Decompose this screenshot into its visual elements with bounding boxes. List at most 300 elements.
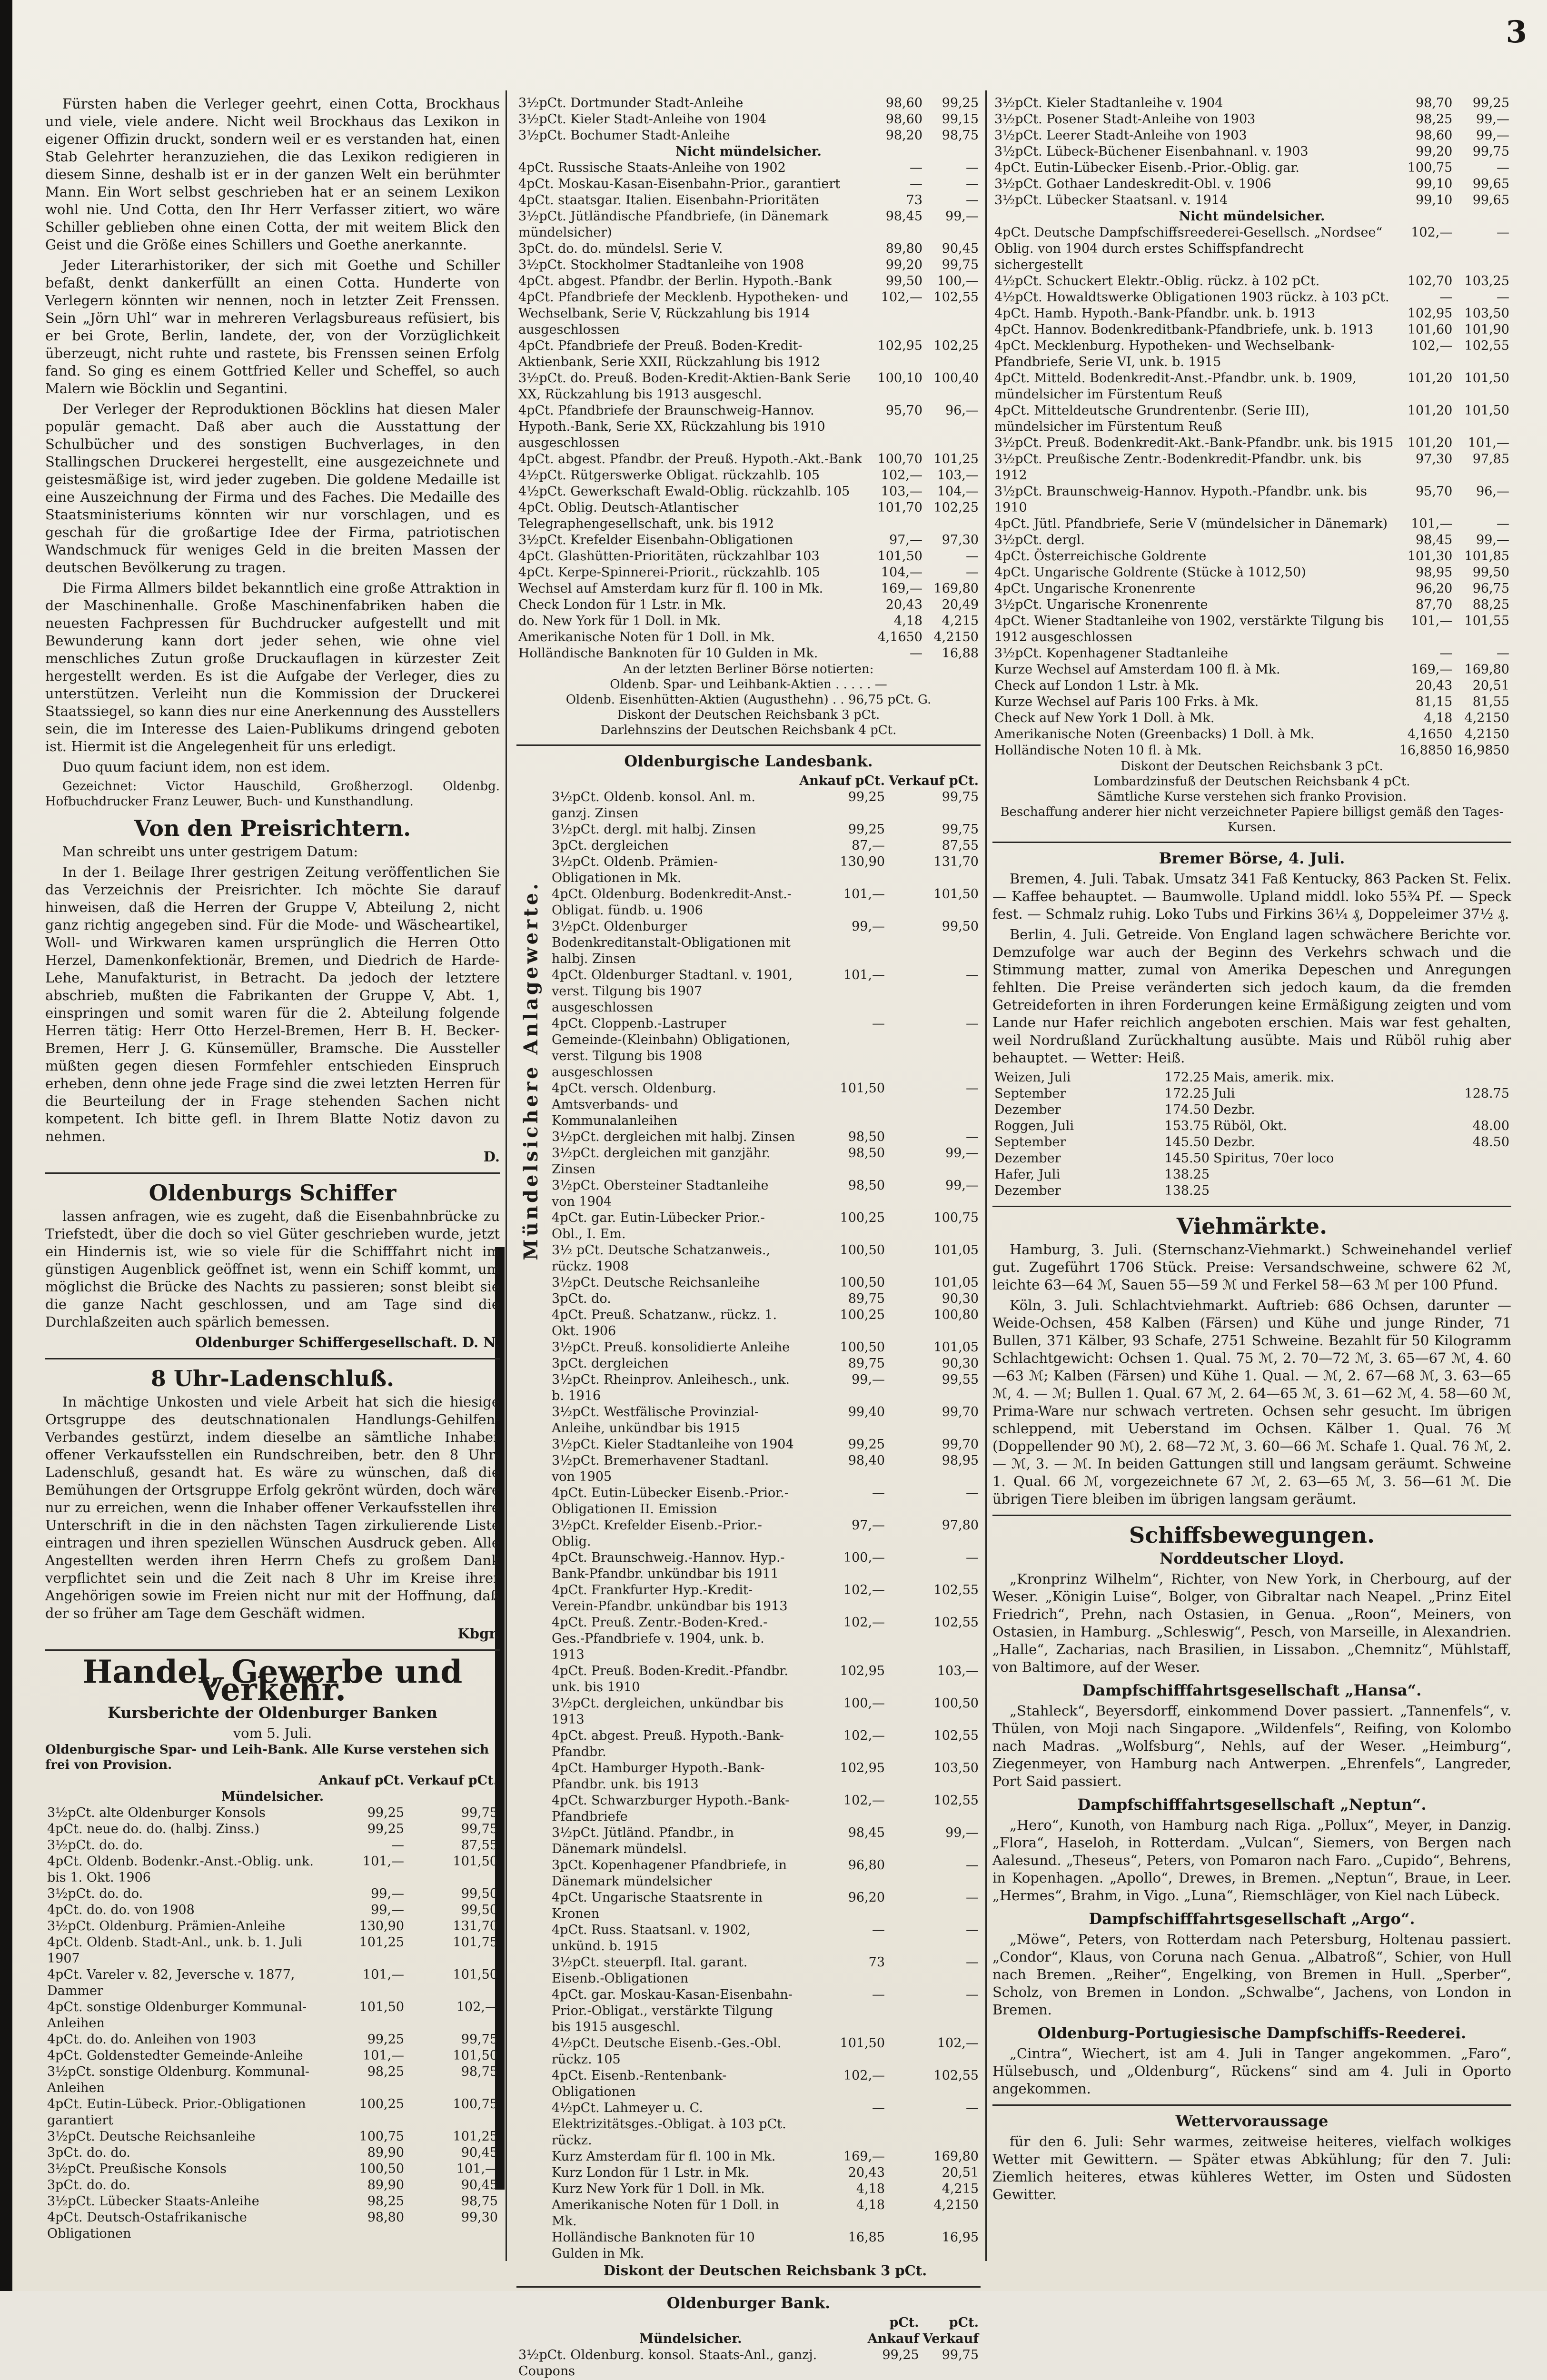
rate-row xyxy=(992,128,1511,144)
divider xyxy=(516,2286,981,2288)
rate-ankauf: — xyxy=(872,1923,885,1937)
rate-name: 3½pCt. dergl. mit halbj. Zinsen xyxy=(552,822,756,837)
rate-row xyxy=(550,1760,981,1793)
note-line: Diskont der Deutschen Reichsbank 3 pCt. xyxy=(617,708,880,722)
rate-name: 3½pCt. Bremerhavener Stadtanl. von 1905 xyxy=(552,1453,769,1484)
rate-row xyxy=(516,548,981,565)
rate-ankauf: 98,25 xyxy=(367,2194,405,2209)
rate-name: 3½pCt. Gothaer Landeskredit-Obl. v. 1906 xyxy=(994,177,1271,191)
rate-name: 4pCt. Ungarische Kronenrente xyxy=(994,581,1196,596)
rate-ankauf: 102,70 xyxy=(1407,274,1453,288)
rate-name: 4pCt. Hamb. Hypoth.-Bank-Pfandbr. unk. b. 1913 xyxy=(994,306,1316,321)
rate-name: 4pCt. sonstige Oldenburger Kommunal-Anleihen xyxy=(47,2000,307,2031)
rate-ankauf: 99,20 xyxy=(885,258,922,272)
rate-verkauf: — xyxy=(966,177,979,191)
rate-verkauf: 169,80 xyxy=(1464,662,1509,677)
rate-row xyxy=(992,111,1511,128)
rate-ankauf: 99,— xyxy=(852,1372,885,1387)
price-label: Weizen, Juli xyxy=(994,1070,1071,1085)
col-head-ankauf: pCt. xyxy=(889,2315,919,2330)
rate-name: 4pCt. Mitteldeutsche Grundrentenbr. (Serie III), mündelsicher im Fürstentum Reuß xyxy=(994,403,1309,434)
rate-row xyxy=(45,2177,500,2193)
rate-name: 3½pCt. Kieler Stadtanleihe von 1904 xyxy=(552,1437,794,1452)
rates-table xyxy=(516,2315,981,2380)
rate-verkauf: 100,80 xyxy=(933,1308,979,1322)
column-2 xyxy=(516,95,981,2380)
rate-row xyxy=(550,2100,981,2149)
rate-row xyxy=(550,822,981,838)
rate-ankauf: 101,50 xyxy=(840,1081,885,1096)
rate-verkauf: 101,85 xyxy=(1464,549,1509,564)
rate-row xyxy=(550,1825,981,1857)
rate-row xyxy=(45,1837,500,1854)
rate-name: 4pCt. Kerpe-Spinnerei-Priorit., rückzahlb. 105 xyxy=(518,565,820,580)
rate-name: 4pCt. gar. Moskau-Kasan-Eisenbahn-Prior.-Obligat., verstärkte Tilgung bis 1915 ausgeschl. xyxy=(552,1987,793,2034)
rate-ankauf: 101,— xyxy=(1411,614,1453,628)
preisrichter-signature: D. xyxy=(483,1149,500,1165)
rate-ankauf: 103,— xyxy=(881,484,922,499)
rate-verkauf: 99,75 xyxy=(461,1822,498,1836)
preisrichter-heading: Von den Preisrichtern. xyxy=(134,815,411,841)
rate-verkauf: 99,75 xyxy=(461,1805,498,1820)
note-line: Oldenb. Spar- und Leihbank-Aktien . . . . . — xyxy=(610,677,887,692)
rate-ankauf: 101,— xyxy=(1411,516,1453,531)
rate-verkauf: 101,05 xyxy=(933,1275,979,1290)
rate-ankauf: 102,95 xyxy=(840,1761,885,1775)
rate-ankauf: 101,20 xyxy=(1407,371,1453,386)
rate-name: 4½pCt. Rütgerswerke Obligat. rückzahlb. 105 xyxy=(518,468,820,483)
rate-row xyxy=(516,111,981,128)
rate-verkauf: 4,215 xyxy=(942,2182,979,2196)
rate-row xyxy=(550,1356,981,1372)
article-signature: Gezeichnet: Victor Hauschild, Großherzogl. Oldenbg. Hofbuchdrucker Franz Leuwer, Buch- und Kunsthandlung. xyxy=(45,779,500,809)
rate-ankauf: 99,50 xyxy=(885,274,922,288)
price-value: 138.25 xyxy=(1164,1183,1210,1198)
rate-row xyxy=(550,2068,981,2100)
rate-name: 4½pCt. Gewerkschaft Ewald-Oblig. rückzahlb. 105 xyxy=(518,484,850,499)
rate-ankauf: 98,70 xyxy=(1416,96,1453,110)
rate-ankauf: 96,20 xyxy=(1416,581,1453,596)
rate-row xyxy=(516,338,981,370)
rate-row xyxy=(45,2145,500,2161)
rate-name: 3½pCt. Lübeck-Büchener Eisenbahnanl. v. 1903 xyxy=(994,144,1309,159)
portug-heading: Oldenburg-Portugiesische Dampfschiffs-Reederei. xyxy=(1037,2024,1467,2042)
col-head-verkauf: Verkauf pCt. xyxy=(408,1773,498,1788)
rate-row xyxy=(550,1291,981,1307)
side-label: Mündelsichere Anlagewerte. xyxy=(520,881,542,1260)
rate-ankauf: 99,40 xyxy=(848,1405,885,1419)
rate-row xyxy=(550,838,981,854)
column-3 xyxy=(992,95,1511,2206)
col-head-verkauf: Verkauf pCt. xyxy=(889,774,979,788)
rate-name: 3pCt. dergleichen xyxy=(552,1356,669,1371)
rate-ankauf: 101,60 xyxy=(1407,322,1453,337)
handel-heading: Handel, Gewerbe und Verkehr. xyxy=(82,1653,463,1708)
ladenschluss-signature: Kbgr. xyxy=(457,1626,500,1642)
rate-name: 3½pCt. Lübecker Staatsanl. v. 1914 xyxy=(994,193,1228,208)
column-rule xyxy=(985,90,987,2261)
rate-ankauf: 102,— xyxy=(1411,338,1453,353)
divider xyxy=(45,1172,500,1174)
col-head-ankauf: Ankauf pCt. xyxy=(318,1773,405,1788)
rate-row xyxy=(45,2048,500,2064)
rate-row xyxy=(550,1922,981,1954)
note-line: Sämtliche Kurse verstehen sich franko Provision. xyxy=(1097,790,1407,804)
rate-row xyxy=(516,160,981,176)
kursberichte-heading: Kursberichte der Oldenburger Banken xyxy=(108,1704,437,1722)
price-label: Hafer, Juli xyxy=(994,1167,1061,1182)
rate-verkauf: 99,75 xyxy=(461,2032,498,2047)
rate-name: 3½pCt. Westfälische Provinzial-Anleihe, unkündbar bis 1915 xyxy=(552,1405,759,1436)
rate-name: 4pCt. Deutsch-Ostafrikanische Obligationen xyxy=(47,2210,247,2241)
price-value xyxy=(1455,1102,1511,1118)
rate-name: 3½pCt. Lübecker Staats-Anleihe xyxy=(47,2194,259,2209)
rate-ankauf: 4,18 xyxy=(893,614,922,628)
rate-row xyxy=(45,2161,500,2177)
rate-name: 3pCt. Kopenhagener Pfandbriefe, in Dänemark mündelsicher xyxy=(552,1858,787,1889)
rate-name: Kurz New York für 1 Doll. in Mk. xyxy=(552,2182,765,2196)
rate-row xyxy=(516,2347,981,2380)
rate-name: Check auf London 1 Lstr. à Mk. xyxy=(994,678,1200,693)
rate-row xyxy=(992,273,1511,289)
rate-ankauf: 99,25 xyxy=(848,790,885,804)
rate-ankauf: 104,— xyxy=(881,565,922,580)
rate-name: 4pCt. Frankfurter Hyp.-Kredit-Verein-Pfandbr. unkündbar bis 1913 xyxy=(552,1583,788,1614)
boerse-body xyxy=(992,870,1511,1067)
rate-ankauf: 4,18 xyxy=(856,2198,885,2212)
rate-ankauf: 73 xyxy=(868,1955,885,1970)
rate-ankauf: 99,10 xyxy=(1416,193,1453,208)
rate-ankauf: 101,20 xyxy=(1407,436,1453,450)
rate-row xyxy=(516,645,981,662)
rate-name: 3pCt. do. do. mündelsl. Serie V. xyxy=(518,241,723,256)
rate-ankauf: 89,80 xyxy=(885,241,922,256)
price-row xyxy=(992,1118,1511,1134)
rate-verkauf: 90,45 xyxy=(461,2178,498,2192)
rate-verkauf: 100,— xyxy=(937,274,979,288)
rate-row xyxy=(45,1886,500,1902)
rate-ankauf: 100,50 xyxy=(840,1340,885,1355)
rate-row xyxy=(550,1339,981,1356)
rate-name: 3½pCt. Leerer Stadt-Anleihe von 1903 xyxy=(994,128,1247,143)
rate-verkauf: 101,05 xyxy=(933,1340,979,1355)
rate-name: 3½pCt. Posener Stadt-Anleihe von 1903 xyxy=(994,112,1256,127)
rate-ankauf: 98,45 xyxy=(848,1825,885,1840)
rate-row xyxy=(45,2064,500,2096)
rate-verkauf: 96,— xyxy=(1476,484,1509,499)
rate-ankauf: 101,— xyxy=(362,1854,405,1869)
rate-row xyxy=(516,532,981,548)
rate-name: 3½pCt. Rheinprov. Anleihesch., unk. b. 1916 xyxy=(552,1372,790,1403)
price-label xyxy=(1211,1183,1455,1199)
rate-ankauf: 102,— xyxy=(843,1793,885,1808)
rate-ankauf: — xyxy=(872,1016,885,1031)
rate-name: 3½pCt. Krefelder Eisenb.-Prior.-Oblig. xyxy=(552,1518,762,1549)
rate-verkauf: 81,55 xyxy=(1472,694,1509,709)
rate-name: 4pCt. Goldenstedter Gemeinde-Anleihe xyxy=(47,2048,303,2063)
rate-verkauf: 100,50 xyxy=(933,1696,979,1711)
rate-name: 4pCt. Hannov. Bodenkreditbank-Pfandbriefe, unk. b. 1913 xyxy=(994,322,1373,337)
rate-name: 4pCt. versch. Oldenburg. Amtsverbands- und Kommunalanleihen xyxy=(552,1081,716,1128)
rate-verkauf: 4,2150 xyxy=(1464,711,1509,725)
rate-ankauf: 100,75 xyxy=(359,2129,405,2144)
rate-ankauf: 20,43 xyxy=(848,2165,885,2180)
rate-name: 4pCt. Oblig. Deutsch-Atlantischer Telegraphengesellschaft, unk. bis 1912 xyxy=(518,500,774,531)
article-continuation xyxy=(45,95,500,776)
rate-verkauf: 169,80 xyxy=(933,581,979,596)
rate-verkauf: 131,70 xyxy=(453,1919,498,1934)
rate-verkauf: 16,9850 xyxy=(1456,743,1509,758)
rate-name: 3½pCt. dergleichen mit ganzjähr. Zinsen xyxy=(552,1146,771,1177)
rate-ankauf: 98,20 xyxy=(885,128,922,143)
rate-name: 3½pCt. do. do. xyxy=(47,1838,143,1853)
rate-ankauf: 102,— xyxy=(1411,225,1453,240)
rate-verkauf: 101,90 xyxy=(1464,322,1509,337)
rate-ankauf: 100,75 xyxy=(1407,160,1453,175)
rate-verkauf: 102,— xyxy=(456,2000,498,2014)
rate-ankauf: 102,— xyxy=(843,1728,885,1743)
vieh-body xyxy=(992,1241,1511,1508)
rate-ankauf: 169,— xyxy=(843,2149,885,2164)
rate-row xyxy=(550,967,981,1016)
rate-name: 4pCt. Pfandbriefe der Braunschweig-Hannov. Hypoth.-Bank, Serie XX, Rückzahlung bis 1910 ausgeschlossen xyxy=(518,403,825,450)
rate-name: 3½pCt. Krefelder Eisenbahn-Obligationen xyxy=(518,533,793,547)
rate-ankauf: 101,— xyxy=(843,887,885,902)
rate-row xyxy=(550,1550,981,1582)
rate-row xyxy=(45,2129,500,2145)
rate-row xyxy=(992,160,1511,176)
paragraph: Berlin, 4. Juli. Getreide. Von England lagen schwächere Berichte vor. Demzufolge war auch der Beginn des Verkehrs schwach und die Stimmung matter, zumal von Amerika Depeschen und Anregungen fehlten. Die Preise veränderten sich jedoch kaum, da die fremden Getreideforten in ihren Forderungen keine Ermäßigung zeigten und vom Lande nur Hafer reichlich angeboten erschien. Mais war fest gehalten, weil Nordrußland Zurückhaltung ausübte. Mais und Rüböl ruhig aber behauptet. — Wetter: Heiß. xyxy=(992,926,1511,1066)
rate-verkauf: 98,75 xyxy=(942,128,979,143)
rate-verkauf: 101,50 xyxy=(453,2048,498,2063)
rate-ankauf: — xyxy=(910,177,922,191)
rate-row xyxy=(550,2197,981,2230)
rate-verkauf: 99,50 xyxy=(1472,565,1509,580)
col-head-ankauf: Ankauf pCt. xyxy=(799,774,885,788)
rate-verkauf: 98,75 xyxy=(461,2194,498,2209)
rate-name: 4pCt. Oldenb. Bodenkr.-Anst.-Oblig. unk. bis 1. Okt. 1906 xyxy=(47,1854,314,1885)
rate-verkauf: 102,55 xyxy=(933,1728,979,1743)
rate-row xyxy=(45,1967,500,1999)
rate-verkauf: 99,70 xyxy=(942,1405,979,1419)
rate-verkauf: 20,51 xyxy=(942,2165,979,2180)
rate-row xyxy=(550,919,981,967)
divider xyxy=(992,1515,1511,1516)
argo-heading: Dampfschifffahrtsgesellschaft „Argo“. xyxy=(1089,1910,1415,1928)
rate-verkauf: — xyxy=(1497,160,1509,175)
rate-row xyxy=(550,2165,981,2181)
rate-ankauf: — xyxy=(391,1838,405,1853)
rate-name: 3½pCt. dergleichen, unkündbar bis 1913 xyxy=(552,1696,783,1727)
rate-name: Kurze Wechsel auf Amsterdam 100 fl. à Mk. xyxy=(994,662,1280,677)
rate-row xyxy=(550,1857,981,1890)
preisrichter-body xyxy=(45,843,500,1145)
rate-name: 3½pCt. steuerpfl. Ital. garant. Eisenb.-Obligationen xyxy=(552,1955,748,1986)
paragraph: Der Verleger der Reproduktionen Böcklins hat diesen Maler populär gemacht. Daß aber auch die Ausstattung der Schulbücher und des sonstigen Buchverlages, in den Stallingschen Druckerei hergestellt, eine ausgezeichnete und geistesmäßige ist, wird jeder zugeben. Die goldene Medaille ist eine Auszeichnung der Firma und des Faches. Die Medaille des Staatsministeriums könnten wir nur vorschlagen, und es geschah für die großartige Idee der Firma, patriotischen Wandschmuck für weniges Geld in die breiten Massen der deutschen Bevölkerung zu tragen. xyxy=(45,401,500,575)
rate-verkauf: — xyxy=(966,1955,979,1970)
rate-verkauf: 98,75 xyxy=(461,2064,498,2079)
rate-verkauf: — xyxy=(966,549,979,564)
rate-name: 3½pCt. Oldenburg. Prämien-Anleihe xyxy=(47,1919,286,1934)
price-value: 128.75 xyxy=(1464,1086,1509,1101)
rate-verkauf: 4,215 xyxy=(942,614,979,628)
divider xyxy=(45,1649,500,1651)
rate-ankauf: 81,15 xyxy=(1416,694,1453,709)
rate-ankauf: 102,— xyxy=(881,290,922,305)
rate-name: 3½ pCt. Deutsche Schatzanweis., rückz. 1908 xyxy=(552,1243,771,1274)
price-label: Spiritus, 70er loco xyxy=(1213,1151,1334,1166)
rate-verkauf: 96,75 xyxy=(1472,581,1509,596)
rate-row xyxy=(550,1954,981,1987)
rate-row xyxy=(550,2035,981,2068)
rate-ankauf: 99,20 xyxy=(1416,144,1453,159)
rate-name: 4pCt. gar. Eutin-Lübecker Prior.-Obl., I. Em. xyxy=(552,1210,765,1241)
rate-verkauf: — xyxy=(966,1987,979,2002)
rate-row xyxy=(992,95,1511,111)
rate-name: 4pCt. abgest. Preuß. Hypoth.-Bank-Pfandbr. xyxy=(552,1728,784,1759)
rate-row xyxy=(516,273,981,289)
rate-row xyxy=(45,2210,500,2242)
diskont-note: Diskont der Deutschen Reichsbank 3 pCt. xyxy=(603,2262,927,2279)
rate-verkauf: 99,75 xyxy=(1472,144,1509,159)
rate-verkauf: 101,05 xyxy=(933,1243,979,1258)
price-label: Dezember xyxy=(994,1183,1061,1198)
landesbank-heading: Oldenburgische Landesbank. xyxy=(624,752,873,770)
rate-row xyxy=(45,2096,500,2129)
rate-verkauf: 99,— xyxy=(945,209,979,224)
note-line: Lombardzinsfuß der Deutschen Reichsbank 4 pCt. xyxy=(1093,774,1410,789)
rate-ankauf: 99,25 xyxy=(848,1437,885,1452)
rate-row xyxy=(550,1485,981,1517)
rate-verkauf: 101,50 xyxy=(1464,403,1509,418)
rate-verkauf: — xyxy=(966,565,979,580)
rate-row xyxy=(550,854,981,886)
rate-ankauf: 89,90 xyxy=(367,2178,405,2192)
rate-ankauf: 99,— xyxy=(371,1886,405,1901)
rate-name: Kurze Wechsel auf Paris 100 Frks. à Mk. xyxy=(994,694,1259,709)
rate-ankauf: 130,90 xyxy=(840,854,885,869)
rate-verkauf: 90,45 xyxy=(942,241,979,256)
rate-name: 4½pCt. Schuckert Elektr.-Oblig. rückz. à 102 pCt. xyxy=(994,274,1320,288)
rate-ankauf: 98,40 xyxy=(848,1453,885,1468)
rate-verkauf: 103,— xyxy=(937,468,979,483)
rate-name: 3½pCt. Preußische Zentr.-Bodenkredit-Pfandbr. unk. bis 1912 xyxy=(994,452,1362,483)
price-row xyxy=(992,1167,1511,1183)
rates-section: Mündelsicher. xyxy=(639,2331,742,2346)
rate-row xyxy=(516,629,981,645)
rate-name: Wechsel auf Amsterdam kurz für fl. 100 in Mk. xyxy=(518,581,823,596)
rate-verkauf: — xyxy=(1497,225,1509,240)
rate-ankauf: 98,50 xyxy=(848,1146,885,1160)
rate-verkauf: 101,50 xyxy=(453,1967,498,1982)
rate-row xyxy=(516,176,981,192)
rate-ankauf: 73 xyxy=(906,193,922,208)
rate-verkauf: 99,75 xyxy=(942,2348,979,2362)
rate-row xyxy=(992,565,1511,581)
rate-verkauf: 102,55 xyxy=(933,290,979,305)
rate-verkauf: 87,55 xyxy=(461,1838,498,1853)
rate-verkauf: 90,30 xyxy=(942,1356,979,1371)
rate-name: 3½pCt. Oldenb. konsol. Anl. m. ganzj. Zinsen xyxy=(552,790,755,821)
rate-ankauf: 101,50 xyxy=(877,549,922,564)
rate-name: 4½pCt. Deutsche Eisenb.-Ges.-Obl. rückz. 105 xyxy=(552,2036,782,2067)
price-value: 174.50 xyxy=(1164,1102,1210,1117)
rates-section: Nicht mündelsicher. xyxy=(1179,209,1325,224)
price-value: 48.00 xyxy=(1472,1119,1509,1133)
lloyd-text: „Kronprinz Wilhelm“, Richter, von New York, in Cherbourg, auf der Weser. „Königin Luise“, Bolger, von Gibraltar nach Neapel. „Prinz Eitel Friedrich“, Prehn, nach Ostasien, in Genua. „Roon“, Meiners, von Ostasien, in Hamburg. „Schleswig“, Pesch, von Marseille, in Alexandrien. „Halle“, Zacharias, nach Brasilien, in Lissabon. „Chemnitz“, Mühlstaff, von Baltimore, auf der Weser. xyxy=(992,1571,1511,1675)
ladenschluss-body xyxy=(45,1393,500,1622)
rate-ankauf: 4,18 xyxy=(1424,711,1453,725)
rate-name: 4½pCt. Howaldtswerke Obligationen 1903 rückz. à 103 pCt. xyxy=(994,290,1389,305)
rate-ankauf: 100,50 xyxy=(359,2162,405,2176)
rate-row xyxy=(992,338,1511,370)
price-value: 172.25 xyxy=(1164,1070,1210,1085)
rate-row xyxy=(992,403,1511,435)
rate-ankauf: 4,1650 xyxy=(1407,727,1453,742)
col-head-verkauf-2: Verkauf xyxy=(922,2331,979,2346)
rate-ankauf: 100,25 xyxy=(359,2097,405,2112)
rate-row xyxy=(516,289,981,338)
price-row xyxy=(992,1102,1511,1118)
rate-ankauf: 101,— xyxy=(362,2048,405,2063)
rate-verkauf: — xyxy=(966,193,979,208)
rate-verkauf: 98,95 xyxy=(942,1453,979,1468)
rate-name: 4pCt. Mecklenburg. Hypotheken- und Wechselbank-Pfandbriefe, Serie VI, unk. b. 1915 xyxy=(994,338,1335,369)
rate-verkauf: 99,65 xyxy=(1472,193,1509,208)
rate-name: 3½pCt. Oldenb. Prämien-Obligationen in Mk. xyxy=(552,854,718,885)
rate-verkauf: 102,55 xyxy=(933,1583,979,1597)
rate-ankauf: — xyxy=(1439,290,1453,305)
rate-ankauf: 169,— xyxy=(1411,662,1453,677)
rate-name: 4pCt. Braunschweig.-Hannov. Hyp.-Bank-Pfandbr. unkündbar bis 1911 xyxy=(552,1550,785,1581)
rate-name: 3½pCt. Braunschweig-Hannov. Hypoth.-Pfandbr. unk. bis 1910 xyxy=(994,484,1367,515)
rate-name: 4pCt. Hamburger Hypoth.-Bank-Pfandbr. unk. bis 1913 xyxy=(552,1761,765,1792)
rate-ankauf: 20,43 xyxy=(885,597,922,612)
price-value: 153.75 xyxy=(1164,1119,1210,1133)
rate-verkauf: — xyxy=(1497,516,1509,531)
rate-name: 4pCt. Russische Staats-Anleihe von 1902 xyxy=(518,160,786,175)
rates-table xyxy=(45,1773,500,2242)
rate-name: 4pCt. Oldenburger Stadtanl. v. 1901, verst. Tilgung bis 1907 ausgeschlossen xyxy=(552,968,793,1015)
rate-verkauf: 99,— xyxy=(945,1146,979,1160)
rate-verkauf: 101,55 xyxy=(1464,614,1509,628)
rate-row xyxy=(992,192,1511,208)
rate-verkauf: 99,50 xyxy=(942,919,979,934)
rate-ankauf: 102,95 xyxy=(840,1664,885,1678)
rate-ankauf: 89,75 xyxy=(848,1291,885,1306)
rate-name: 4pCt. abgest. Pfandbr. der Berlin. Hypoth.-Bank xyxy=(518,274,832,288)
rate-ankauf: 101,50 xyxy=(359,2000,405,2014)
rate-ankauf: 99,— xyxy=(371,1903,405,1917)
rate-row xyxy=(992,289,1511,306)
rate-name: Holländische Noten 10 fl. à Mk. xyxy=(994,743,1202,758)
rate-name: 3½pCt. Kopenhagener Stadtanleihe xyxy=(994,646,1228,661)
rate-row xyxy=(550,1307,981,1339)
rate-row xyxy=(992,743,1511,759)
rate-row xyxy=(550,1696,981,1728)
rate-name: 4pCt. Eisenb.-Rentenbank-Obligationen xyxy=(552,2068,727,2099)
rate-row xyxy=(550,1242,981,1275)
rate-row xyxy=(550,1663,981,1696)
binding-edge xyxy=(0,0,12,2291)
rate-verkauf: 102,25 xyxy=(933,500,979,515)
rate-verkauf: 101,50 xyxy=(453,1854,498,1869)
rate-name: 4pCt. Pfandbriefe der Mecklenb. Hypotheken- und Wechselbank, Serie V, Rückzahlung bis 1914 ausgeschlossen xyxy=(518,290,849,337)
rate-name: Holländische Banknoten für 10 Gulden in Mk. xyxy=(518,646,818,661)
rate-ankauf: 95,70 xyxy=(885,403,922,418)
rate-ankauf: 102,— xyxy=(843,2068,885,2083)
rate-name: 4pCt. Preuß. Zentr.-Boden-Kred.-Ges.-Pfandbriefe v. 1904, unk. b. 1913 xyxy=(552,1615,768,1662)
